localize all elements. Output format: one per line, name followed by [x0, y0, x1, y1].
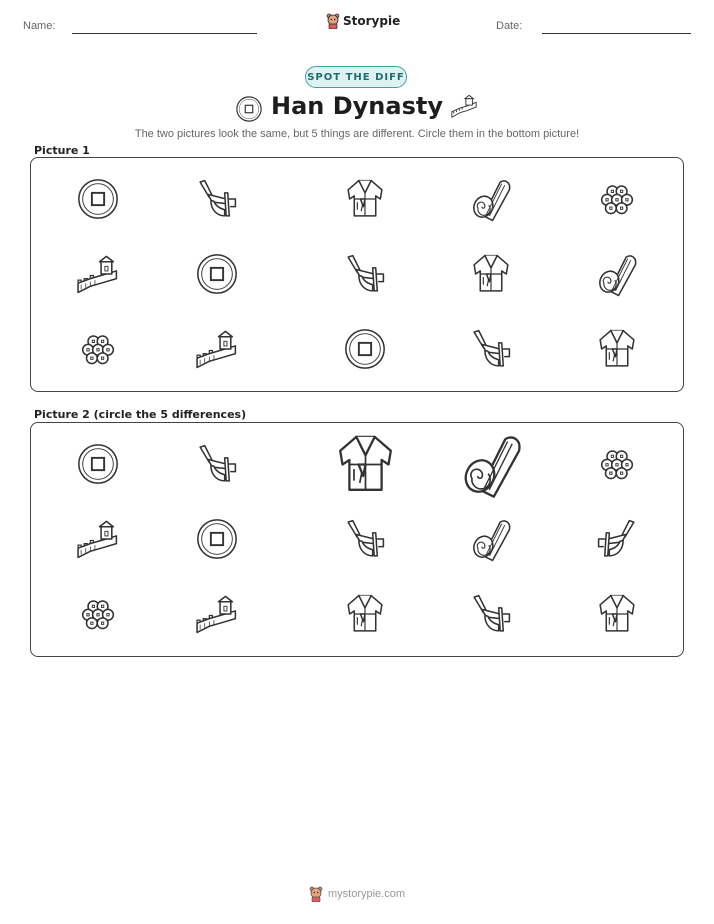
great-wall-icon [194, 326, 240, 372]
plow-icon [468, 591, 514, 637]
picture-item[interactable] [594, 516, 640, 562]
name-label: Name: [23, 20, 56, 32]
spot-the-diff-badge: SPOT THE DIFF [305, 66, 407, 88]
picture-item[interactable] [75, 591, 121, 637]
picture-2-panel[interactable] [30, 422, 684, 657]
coin-icon [342, 326, 388, 372]
picture-item [594, 176, 640, 222]
robe-icon [342, 591, 388, 637]
brand-name: Storypie [343, 14, 401, 28]
name-field-line[interactable] [72, 33, 257, 34]
picture-item [468, 251, 514, 297]
picture-item[interactable] [331, 430, 400, 499]
picture-2-label: Picture 2 (circle the 5 differences) [34, 408, 247, 421]
picture-item [594, 326, 640, 372]
picture-item[interactable] [194, 516, 240, 562]
coin-icon [194, 251, 240, 297]
coins-pile-icon [75, 591, 121, 637]
coins-pile-icon [594, 176, 640, 222]
great-wall-icon [194, 591, 240, 637]
coin-icon [194, 516, 240, 562]
coins-pile-icon [75, 326, 121, 372]
picture-item [194, 326, 240, 372]
robe-icon [342, 176, 388, 222]
picture-item[interactable] [468, 591, 514, 637]
picture-item[interactable] [594, 441, 640, 487]
scroll-icon [594, 251, 640, 297]
plow-icon [342, 516, 388, 562]
picture-item [75, 326, 121, 372]
coin-icon [75, 441, 121, 487]
picture-item[interactable] [194, 441, 240, 487]
picture-item [342, 176, 388, 222]
scroll-icon [468, 516, 514, 562]
footer-site: mystorypie.com [327, 888, 406, 900]
coin-icon [75, 176, 121, 222]
picture-item[interactable] [594, 591, 640, 637]
plow-icon [194, 176, 240, 222]
date-label: Date: [496, 20, 523, 32]
great-wall-title-icon [450, 93, 478, 121]
date-field-line[interactable] [542, 33, 691, 34]
picture-item [194, 251, 240, 297]
footer [0, 886, 714, 902]
instructions: The two pictures look the same, but 5 things are different. Circle them in the bottom picture! [134, 128, 580, 140]
picture-1-label: Picture 1 [34, 144, 90, 157]
great-wall-icon [75, 251, 121, 297]
scroll-icon [468, 176, 514, 222]
picture-item[interactable] [457, 430, 526, 499]
picture-item [75, 251, 121, 297]
picture-item[interactable] [342, 516, 388, 562]
picture-item [75, 176, 121, 222]
picture-item[interactable] [342, 591, 388, 637]
plow-icon [194, 441, 240, 487]
picture-item[interactable] [75, 516, 121, 562]
picture-item[interactable] [468, 516, 514, 562]
picture-item[interactable] [75, 441, 121, 487]
picture-item [342, 251, 388, 297]
robe-icon [331, 430, 400, 499]
page-title: Han Dynasty [271, 92, 443, 120]
picture-item [468, 326, 514, 372]
storypie-logo [326, 13, 400, 29]
picture-item [342, 326, 388, 372]
great-wall-icon [75, 516, 121, 562]
plow-icon [468, 326, 514, 372]
picture-item [194, 176, 240, 222]
robe-icon [594, 326, 640, 372]
plow-icon [342, 251, 388, 297]
bear-mascot-icon [309, 886, 323, 902]
coins-pile-icon [594, 441, 640, 487]
picture-1-panel [30, 157, 684, 392]
scroll-icon [457, 430, 526, 499]
robe-icon [468, 251, 514, 297]
bear-mascot-icon [326, 13, 340, 29]
plow-icon [594, 516, 640, 562]
picture-item [594, 251, 640, 297]
picture-item [468, 176, 514, 222]
robe-icon [594, 591, 640, 637]
picture-item[interactable] [194, 591, 240, 637]
